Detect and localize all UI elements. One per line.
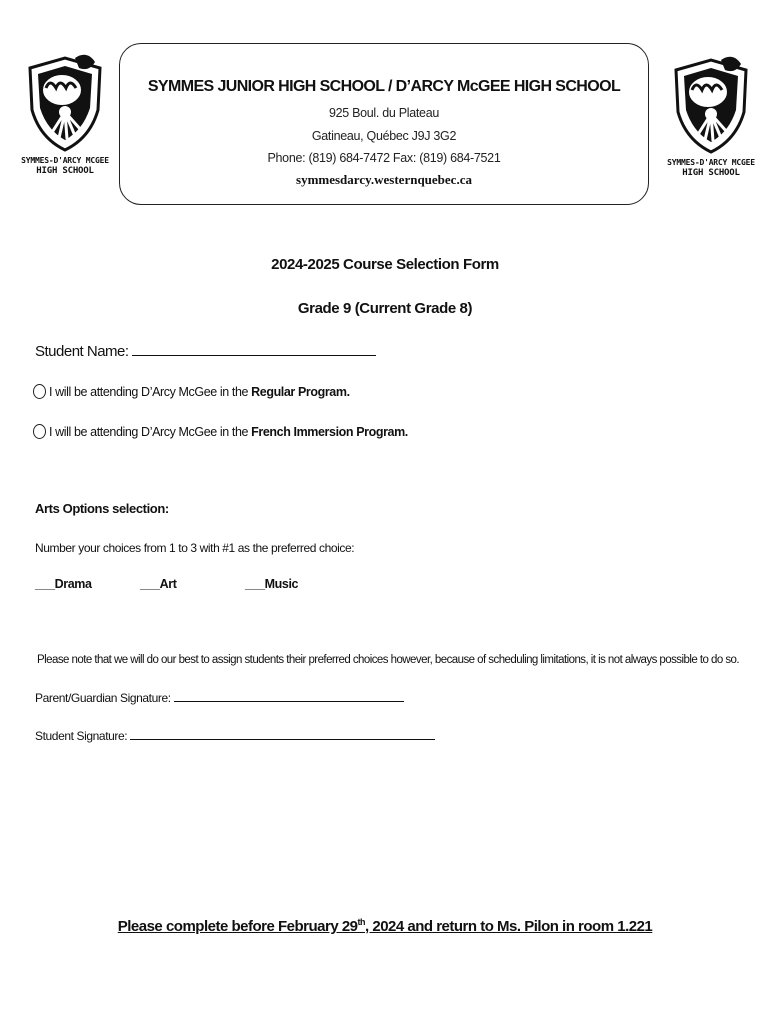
logo-caption-line2: HIGH SCHOOL <box>36 166 94 176</box>
arts-heading: Arts Options selection: <box>35 501 169 516</box>
phone-fax: Phone: (819) 684-7472 Fax: (819) 684-7521 <box>267 151 501 165</box>
program-option-text: I will be attending D’Arcy McGee in the <box>49 424 252 439</box>
address-line2: Gatineau, Québec J9J 3G2 <box>311 129 457 143</box>
arts-choice-drama[interactable]: ___Drama <box>35 577 92 591</box>
program-name: French Immersion Program. <box>251 424 408 439</box>
footer-sup: th <box>357 917 366 927</box>
program-name: Regular Program. <box>251 384 350 399</box>
logo-caption <box>20 155 110 177</box>
footer-before: Please complete before February 29 <box>117 918 358 935</box>
school-website: symmesdarcy.westernquebec.ca <box>296 172 472 187</box>
arts-instruction: Number your choices from 1 to 3 with #1 as the preferred choice: <box>35 541 355 555</box>
left-logo <box>20 50 110 177</box>
logo-caption-line1: SYMMES-D'ARCY MCGEE <box>21 156 109 165</box>
school-name: SYMMES JUNIOR HIGH SCHOOL / D’ARCY McGEE HIGH SCHOOL <box>147 78 621 95</box>
parent-signature-label: Parent/Guardian Signature: <box>35 691 171 705</box>
school-crest-icon <box>666 52 756 157</box>
logo-caption <box>666 157 756 179</box>
parent-signature-line[interactable] <box>174 701 404 702</box>
program-option-regular[interactable] <box>33 384 350 399</box>
arts-choice-music[interactable]: ___Music <box>245 577 299 591</box>
student-name-label: Student Name: <box>35 343 129 360</box>
student-name-line[interactable] <box>132 355 376 356</box>
student-signature-line[interactable] <box>130 739 435 740</box>
logo-caption-line1: SYMMES-D'ARCY MCGEE <box>667 158 755 167</box>
address-line1: 925 Boul. du Plateau <box>328 106 440 120</box>
student-signature-label: Student Signature: <box>35 729 128 743</box>
scheduling-note: Please note that we will do our best to assign students their preferred choices however, because of scheduling limitations, it is not always possible to do so. <box>37 654 740 666</box>
logo-caption-line2: HIGH SCHOOL <box>682 168 740 178</box>
parent-signature-field[interactable] <box>35 691 404 705</box>
radio-regular[interactable] <box>33 384 46 399</box>
arts-choice-art[interactable]: ___Art <box>140 577 177 591</box>
student-signature-field[interactable] <box>35 729 435 743</box>
program-option-french[interactable] <box>33 424 408 439</box>
grade-title: Grade 9 (Current Grade 8) <box>297 300 473 317</box>
submission-instructions <box>0 917 770 935</box>
right-logo <box>666 52 756 179</box>
school-crest-icon <box>20 50 110 155</box>
student-name-field[interactable] <box>35 343 376 360</box>
program-option-text: I will be attending D’Arcy McGee in the <box>49 384 252 399</box>
radio-french-immersion[interactable] <box>33 424 46 439</box>
footer-after: , 2024 and return to Ms. Pilon in room 1.221 <box>365 918 653 935</box>
form-title: 2024-2025 Course Selection Form <box>271 256 499 273</box>
